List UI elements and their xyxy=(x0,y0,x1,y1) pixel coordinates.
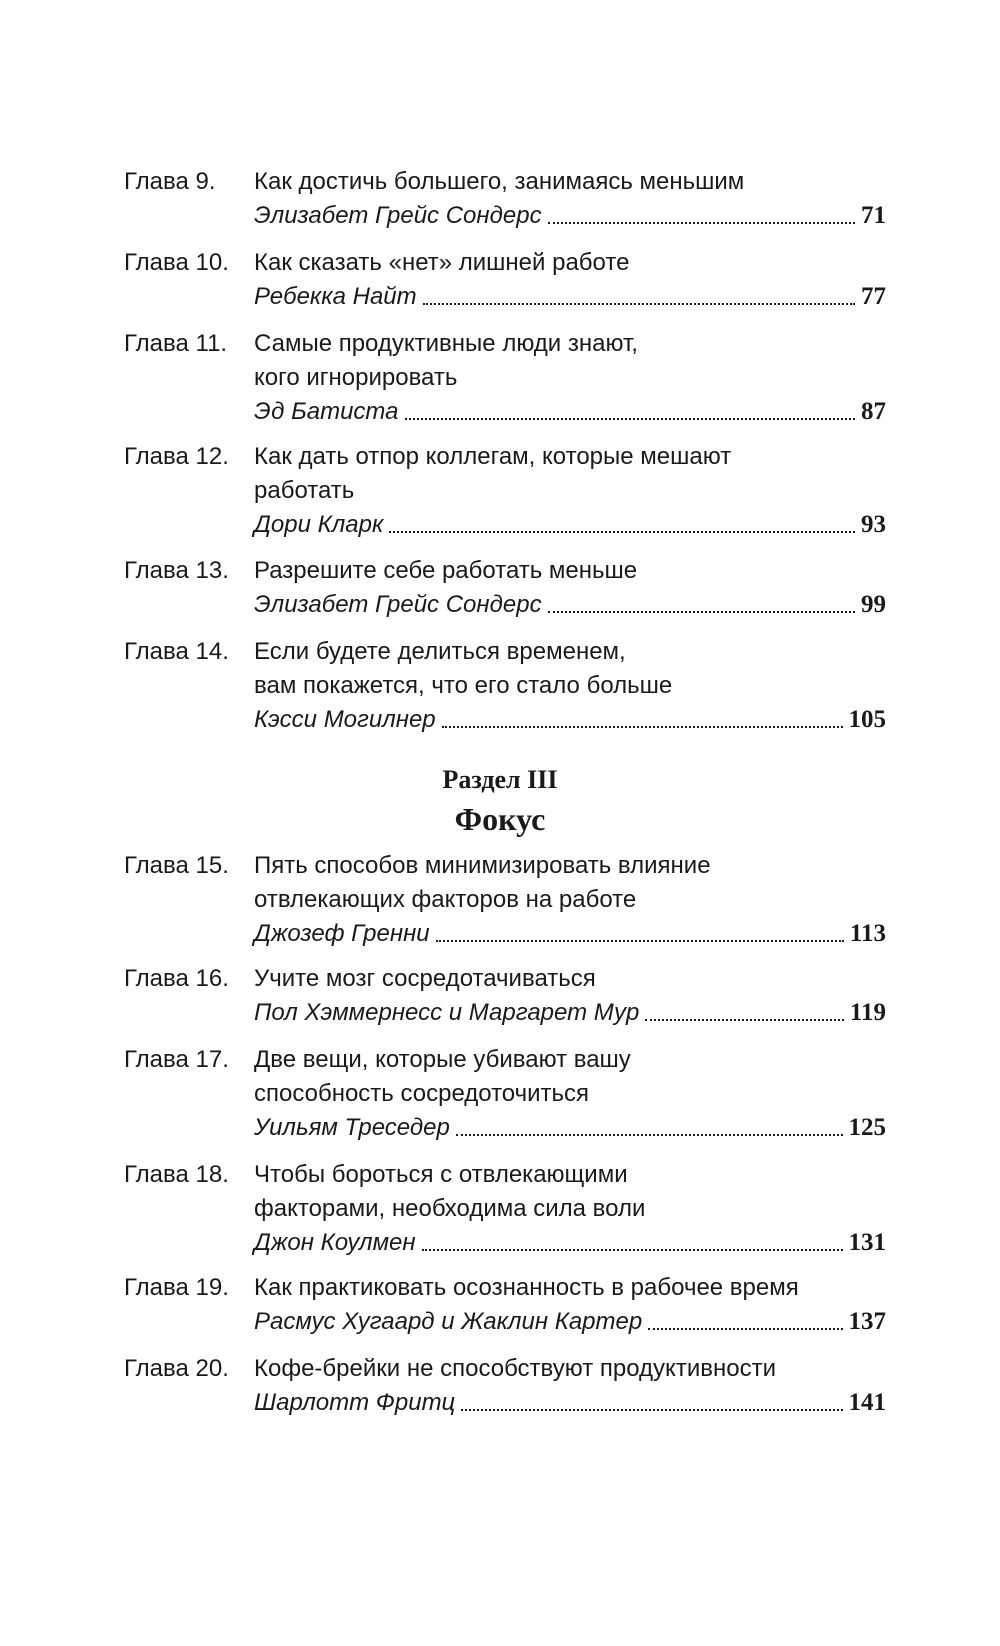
chapter-title-line: Разрешите себе работать меньше xyxy=(254,557,638,584)
chapter-title-line: кого игнорировать xyxy=(254,364,458,391)
chapter-author: Джозеф Гренни xyxy=(254,920,430,947)
chapter-title-line: факторами, необходима сила воли xyxy=(254,1195,646,1222)
chapter-label: Глава 18. xyxy=(124,1161,229,1188)
chapter-author: Элизабет Грейс Сондерс xyxy=(254,202,542,229)
chapter-title-line: Пять способов минимизировать влияние xyxy=(254,852,711,879)
author-row xyxy=(254,1226,886,1260)
chapter-author: Элизабет Грейс Сондерс xyxy=(254,591,542,618)
chapter-title xyxy=(254,554,854,588)
chapter-title-line: Как практиковать осознанность в рабочее время xyxy=(254,1274,799,1301)
page-number: 131 xyxy=(848,1229,886,1256)
chapter-title-line: Учите мозг сосредотачиваться xyxy=(254,965,596,992)
chapter-title-line: Как достичь большего, занимаясь меньшим xyxy=(254,168,745,195)
author-row xyxy=(254,1386,886,1420)
chapter-title xyxy=(254,1043,854,1111)
chapter-label: Глава 14. xyxy=(124,638,229,665)
chapter-label: Глава 16. xyxy=(124,965,229,992)
author-row xyxy=(254,917,886,951)
chapter-title xyxy=(254,1158,854,1226)
chapter-label: Глава 11. xyxy=(124,330,228,357)
page-number: 71 xyxy=(861,202,886,229)
chapter-author: Расмус Хугаард и Жаклин Картер xyxy=(254,1308,643,1335)
chapter-title xyxy=(254,635,854,703)
page-number: 87 xyxy=(861,398,886,425)
dot-leader xyxy=(645,1019,844,1021)
chapter-title-line: Чтобы бороться с отвлекающими xyxy=(254,1161,628,1188)
page-number: 119 xyxy=(849,999,886,1026)
page-number: 77 xyxy=(861,283,886,310)
chapter-author: Шарлотт Фритц xyxy=(254,1389,456,1416)
chapter-author: Пол Хэммернесс и Маргарет Мур xyxy=(254,999,640,1026)
dot-leader xyxy=(548,611,855,613)
author-row xyxy=(254,588,886,622)
chapter-title xyxy=(254,327,854,395)
chapter-author: Ребекка Найт xyxy=(254,283,417,310)
chapter-title xyxy=(254,1352,854,1386)
chapter-label: Глава 20. xyxy=(124,1355,229,1382)
dot-leader xyxy=(436,940,844,942)
page-number: 93 xyxy=(861,511,886,538)
dot-leader xyxy=(548,222,855,224)
dot-leader xyxy=(423,303,855,305)
chapter-title xyxy=(254,1271,854,1305)
chapter-title xyxy=(254,962,854,996)
dot-leader xyxy=(461,1409,842,1411)
chapter-title-line: работать xyxy=(254,477,355,504)
chapter-author: Джон Коулмен xyxy=(254,1229,416,1256)
chapter-title-line: Как сказать «нет» лишней работе xyxy=(254,249,630,276)
page-number: 141 xyxy=(848,1389,886,1416)
chapter-title xyxy=(254,165,854,199)
author-row xyxy=(254,395,886,429)
chapter-title-line: Кофе-брейки не способствуют продуктивности xyxy=(254,1355,776,1382)
section-label: Раздел III xyxy=(442,765,558,794)
section-title: Фокус xyxy=(454,801,546,837)
chapter-title-line: Две вещи, которые убивают вашу xyxy=(254,1046,631,1073)
chapter-label: Глава 15. xyxy=(124,852,229,879)
chapter-title-line: Если будете делиться временем, xyxy=(254,638,626,665)
dot-leader xyxy=(442,726,843,728)
page-number: 113 xyxy=(849,920,886,947)
chapter-title-line: способность сосредоточиться xyxy=(254,1080,590,1107)
chapter-author: Эд Батиста xyxy=(254,398,399,425)
chapter-label: Глава 9. xyxy=(124,168,216,195)
chapter-label: Глава 19. xyxy=(124,1274,229,1301)
author-row xyxy=(254,508,886,542)
page-number: 137 xyxy=(848,1308,886,1335)
dot-leader xyxy=(422,1249,843,1251)
author-row xyxy=(254,199,886,233)
chapter-title-line: отвлекающих факторов на работе xyxy=(254,886,637,913)
chapter-author: Дори Кларк xyxy=(254,511,384,538)
dot-leader xyxy=(456,1134,843,1136)
page-number: 99 xyxy=(861,591,886,618)
chapter-author: Кэсси Могилнер xyxy=(254,706,436,733)
author-row xyxy=(254,1111,886,1145)
chapter-title xyxy=(254,440,854,508)
author-row xyxy=(254,280,886,314)
chapter-title-line: Самые продуктивные люди знают, xyxy=(254,330,638,357)
chapter-title xyxy=(254,849,854,917)
section-heading xyxy=(0,762,1000,840)
chapter-label: Глава 12. xyxy=(124,443,229,470)
chapter-label: Глава 13. xyxy=(124,557,229,584)
author-row xyxy=(254,996,886,1030)
chapter-title xyxy=(254,246,854,280)
chapter-label: Глава 10. xyxy=(124,249,229,276)
author-row xyxy=(254,1305,886,1339)
dot-leader xyxy=(648,1328,842,1330)
chapter-title-line: Как дать отпор коллегам, которые мешают xyxy=(254,443,732,470)
dot-leader xyxy=(405,418,856,420)
dot-leader xyxy=(389,531,855,533)
page-number: 105 xyxy=(848,706,886,733)
author-row xyxy=(254,703,886,737)
chapter-label: Глава 17. xyxy=(124,1046,229,1073)
chapter-title-line: вам покажется, что его стало больше xyxy=(254,672,673,699)
page-number: 125 xyxy=(848,1114,886,1141)
chapter-author: Уильям Треседер xyxy=(254,1114,450,1141)
